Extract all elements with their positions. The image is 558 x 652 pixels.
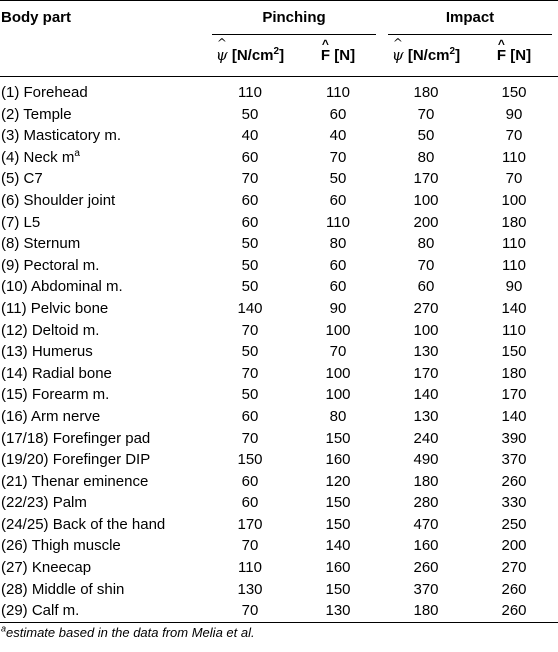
cell-impact-pressure: 130 [413, 407, 439, 425]
cell-impact-pressure: 130 [413, 343, 439, 361]
cell-impact-pressure: 100 [413, 321, 439, 339]
table-footnote [1, 625, 255, 640]
table-row [0, 471, 558, 493]
cell-impact-pressure: 60 [417, 278, 435, 296]
cell-body-part: (29) Calf m. [1, 602, 80, 620]
table-row [0, 428, 558, 450]
cell-body-part: (28) Middle of shin [1, 580, 125, 598]
col-header-body-part: Body part [0, 1, 206, 36]
table-row [0, 212, 558, 234]
cell-body-part: (15) Forearm m. [1, 386, 110, 404]
col-header-pinching-force: ^ F [N] [294, 35, 382, 77]
cell-pinching-pressure: 70 [241, 321, 259, 339]
col-group-pinching [206, 1, 382, 36]
cell-body-part: (3) Masticatory m. [1, 127, 122, 145]
cell-pinching-force: 100 [325, 364, 351, 382]
cell-pinching-force: 110 [326, 84, 350, 101]
cell-pinching-pressure: 50 [241, 105, 259, 123]
cell-impact-force: 200 [501, 537, 527, 555]
cell-pinching-pressure: 110 [238, 559, 262, 577]
cell-pinching-force: 160 [325, 451, 351, 469]
col-header-empty [0, 35, 206, 77]
cell-impact-force: 150 [501, 84, 527, 101]
cell-impact-pressure: 270 [413, 299, 439, 317]
table-row [0, 77, 558, 104]
pinching-underline [212, 34, 376, 35]
impact-underline [388, 34, 552, 35]
cell-impact-force: 110 [502, 256, 526, 274]
cell-pinching-pressure: 50 [241, 256, 259, 274]
cell-impact-pressure: 280 [413, 494, 439, 512]
cell-impact-force: 330 [501, 494, 527, 512]
cell-impact-force: 140 [501, 299, 527, 317]
cell-pinching-force: 70 [329, 343, 347, 361]
cell-pinching-pressure: 70 [241, 537, 259, 555]
cell-pinching-force: 60 [329, 105, 347, 123]
f-hat-symbol: ^ F [320, 36, 331, 64]
cell-pinching-force: 100 [325, 386, 351, 404]
cell-pinching-force: 150 [325, 494, 351, 512]
cell-impact-pressure: 200 [413, 213, 439, 231]
col-group-pinching-label: Pinching [262, 9, 326, 26]
cell-impact-pressure: 160 [413, 537, 439, 555]
cell-impact-force: 180 [501, 213, 527, 231]
footnote-marker: a [1, 623, 7, 634]
cell-impact-pressure: 260 [413, 559, 439, 577]
cell-body-part: (16) Arm nerve [1, 407, 101, 425]
cell-impact-pressure: 180 [413, 84, 439, 101]
table-row [0, 514, 558, 536]
cell-pinching-force: 60 [329, 191, 347, 209]
cell-impact-force: 110 [502, 148, 526, 166]
table-row [0, 557, 558, 579]
cell-impact-pressure: 180 [413, 472, 439, 490]
cell-pinching-pressure: 60 [241, 494, 259, 512]
cell-impact-pressure: 470 [413, 515, 439, 533]
cell-impact-pressure: 80 [417, 148, 435, 166]
table-row [0, 406, 558, 428]
table-row [0, 276, 558, 298]
cell-body-part: (9) Pectoral m. [1, 256, 100, 274]
cell-pinching-pressure: 40 [241, 127, 259, 145]
cell-pinching-pressure: 60 [241, 148, 259, 166]
table-row [0, 320, 558, 342]
cell-pinching-force: 50 [329, 170, 347, 188]
cell-pinching-force: 140 [325, 537, 351, 555]
cell-pinching-pressure: 60 [241, 472, 259, 490]
cell-impact-force: 370 [501, 451, 527, 469]
cell-pinching-force: 60 [329, 256, 347, 274]
table-row [0, 190, 558, 212]
table-row [0, 298, 558, 320]
cell-body-part: (10) Abdominal m. [1, 278, 123, 296]
cell-impact-force: 140 [501, 407, 527, 425]
cell-impact-pressure: 140 [413, 386, 439, 404]
cell-impact-pressure: 490 [413, 451, 439, 469]
cell-impact-force: 150 [501, 343, 527, 361]
cell-pinching-force: 80 [329, 407, 347, 425]
cell-impact-force: 270 [501, 559, 527, 577]
cell-impact-pressure: 100 [413, 191, 439, 209]
table-row [0, 600, 558, 622]
cell-impact-pressure: 50 [417, 127, 435, 145]
cell-pinching-pressure: 60 [241, 191, 259, 209]
cell-body-part: (2) Temple [1, 105, 72, 123]
col-group-impact-label: Impact [445, 9, 495, 26]
cell-pinching-force: 160 [325, 559, 351, 577]
cell-pinching-force: 150 [325, 429, 351, 447]
col-header-pinching-pressure: ^ ψ $[N/cm^2]$ [206, 35, 294, 77]
cell-pinching-force: 130 [325, 602, 351, 620]
cell-body-part: (8) Sternum [1, 235, 81, 253]
table-row [0, 341, 558, 363]
header-row-groups [0, 1, 558, 36]
cell-pinching-pressure: 60 [241, 213, 259, 231]
table-body [0, 77, 558, 623]
col-header-impact-force: ^ F [N] [470, 35, 558, 77]
cell-impact-force: 260 [501, 580, 527, 598]
table-row [0, 579, 558, 601]
cell-body-part: (27) Kneecap [1, 559, 92, 577]
cell-impact-pressure: 70 [417, 105, 435, 123]
cell-body-part: (24/25) Back of the hand [1, 515, 166, 533]
cell-impact-force: 260 [501, 602, 527, 620]
table-row [0, 125, 558, 147]
cell-impact-force: 250 [501, 515, 527, 533]
table-row [0, 233, 558, 255]
f-hat-symbol: ^ F [496, 36, 507, 64]
table-row [0, 363, 558, 385]
cell-impact-pressure: 370 [413, 580, 439, 598]
cell-impact-pressure: 70 [417, 256, 435, 274]
cell-pinching-pressure: 50 [241, 235, 259, 253]
cell-body-part: (26) Thigh muscle [1, 537, 121, 555]
cell-impact-pressure: 170 [413, 170, 439, 188]
cell-body-part: (6) Shoulder joint [1, 191, 116, 209]
cell-impact-force: 170 [501, 386, 527, 404]
cell-pinching-pressure: 70 [241, 364, 259, 382]
cell-pinching-pressure: 150 [237, 451, 263, 469]
table-row [0, 168, 558, 190]
cell-pinching-force: 110 [326, 213, 350, 231]
cell-body-part: (12) Deltoid m. [1, 321, 100, 339]
cell-pinching-force: 40 [329, 127, 347, 145]
cell-body-part: (14) Radial bone [1, 364, 112, 382]
cell-pinching-force: 80 [329, 235, 347, 253]
cell-body-part: (13) Humerus [1, 343, 93, 361]
cell-body-part: (22/23) Palm [1, 494, 87, 512]
table-row [0, 492, 558, 514]
table-row [0, 535, 558, 557]
cell-pinching-force: 70 [329, 148, 347, 166]
cell-pinching-force: 100 [325, 321, 351, 339]
header-row-units [0, 35, 558, 77]
table-row [0, 384, 558, 406]
cell-pinching-force: 60 [329, 278, 347, 296]
cell-impact-force: 110 [502, 321, 526, 339]
cell-pinching-force: 150 [325, 515, 351, 533]
cell-body-part: (17/18) Forefinger pad [1, 429, 151, 447]
footnote-text: estimate based in the data from Melia et al. [6, 625, 255, 640]
cell-impact-force: 180 [501, 364, 527, 382]
cell-body-part: (5) C7 [1, 170, 43, 188]
cell-body-part: (7) L5 [1, 213, 41, 231]
cell-body-part: (4) Neck $m^a$ [1, 147, 80, 166]
table-row [0, 147, 558, 169]
cell-pinching-force: 120 [325, 472, 351, 490]
cell-impact-force: 100 [501, 191, 527, 209]
cell-body-part: (11) Pelvic bone [1, 299, 109, 317]
cell-pinching-pressure: 130 [237, 580, 263, 598]
cell-body-part: (19/20) Forefinger DIP [1, 451, 151, 469]
cell-pinching-pressure: 110 [238, 84, 262, 101]
cell-pinching-pressure: 50 [241, 278, 259, 296]
cell-pinching-pressure: 70 [241, 602, 259, 620]
cell-pinching-force: 150 [325, 580, 351, 598]
cell-pinching-pressure: 50 [241, 343, 259, 361]
psi-hat-symbol: ^ ψ [215, 36, 228, 64]
cell-impact-force: 90 [505, 278, 523, 296]
cell-impact-force: 70 [505, 170, 523, 188]
cell-impact-force: 390 [501, 429, 527, 447]
cell-pinching-pressure: 170 [237, 515, 263, 533]
cell-impact-pressure: 240 [413, 429, 439, 447]
cell-pinching-pressure: 70 [241, 170, 259, 188]
cell-pinching-force: 90 [329, 299, 347, 317]
table-row [0, 449, 558, 471]
cell-impact-force: 70 [505, 127, 523, 145]
cell-impact-force: 260 [501, 472, 527, 490]
cell-body-part: (1) Forehead [1, 84, 88, 101]
cell-impact-force: 90 [505, 105, 523, 123]
table-row [0, 255, 558, 277]
cell-pinching-pressure: 70 [241, 429, 259, 447]
psi-hat-symbol: ^ ψ [391, 36, 404, 64]
cell-pinching-pressure: 50 [241, 386, 259, 404]
col-header-impact-pressure: ^ ψ $[N/cm^2]$ [382, 35, 470, 77]
cell-impact-force: 110 [502, 235, 526, 253]
cell-body-part: (21) Thenar eminence [1, 472, 149, 490]
cell-impact-pressure: 170 [413, 364, 439, 382]
footnote-ref: a [74, 147, 80, 159]
table-row [0, 104, 558, 126]
cell-impact-pressure: 80 [417, 235, 435, 253]
cell-impact-pressure: 180 [413, 602, 439, 620]
cell-pinching-pressure: 140 [237, 299, 263, 317]
col-group-impact [382, 1, 558, 36]
cell-pinching-pressure: 60 [241, 407, 259, 425]
